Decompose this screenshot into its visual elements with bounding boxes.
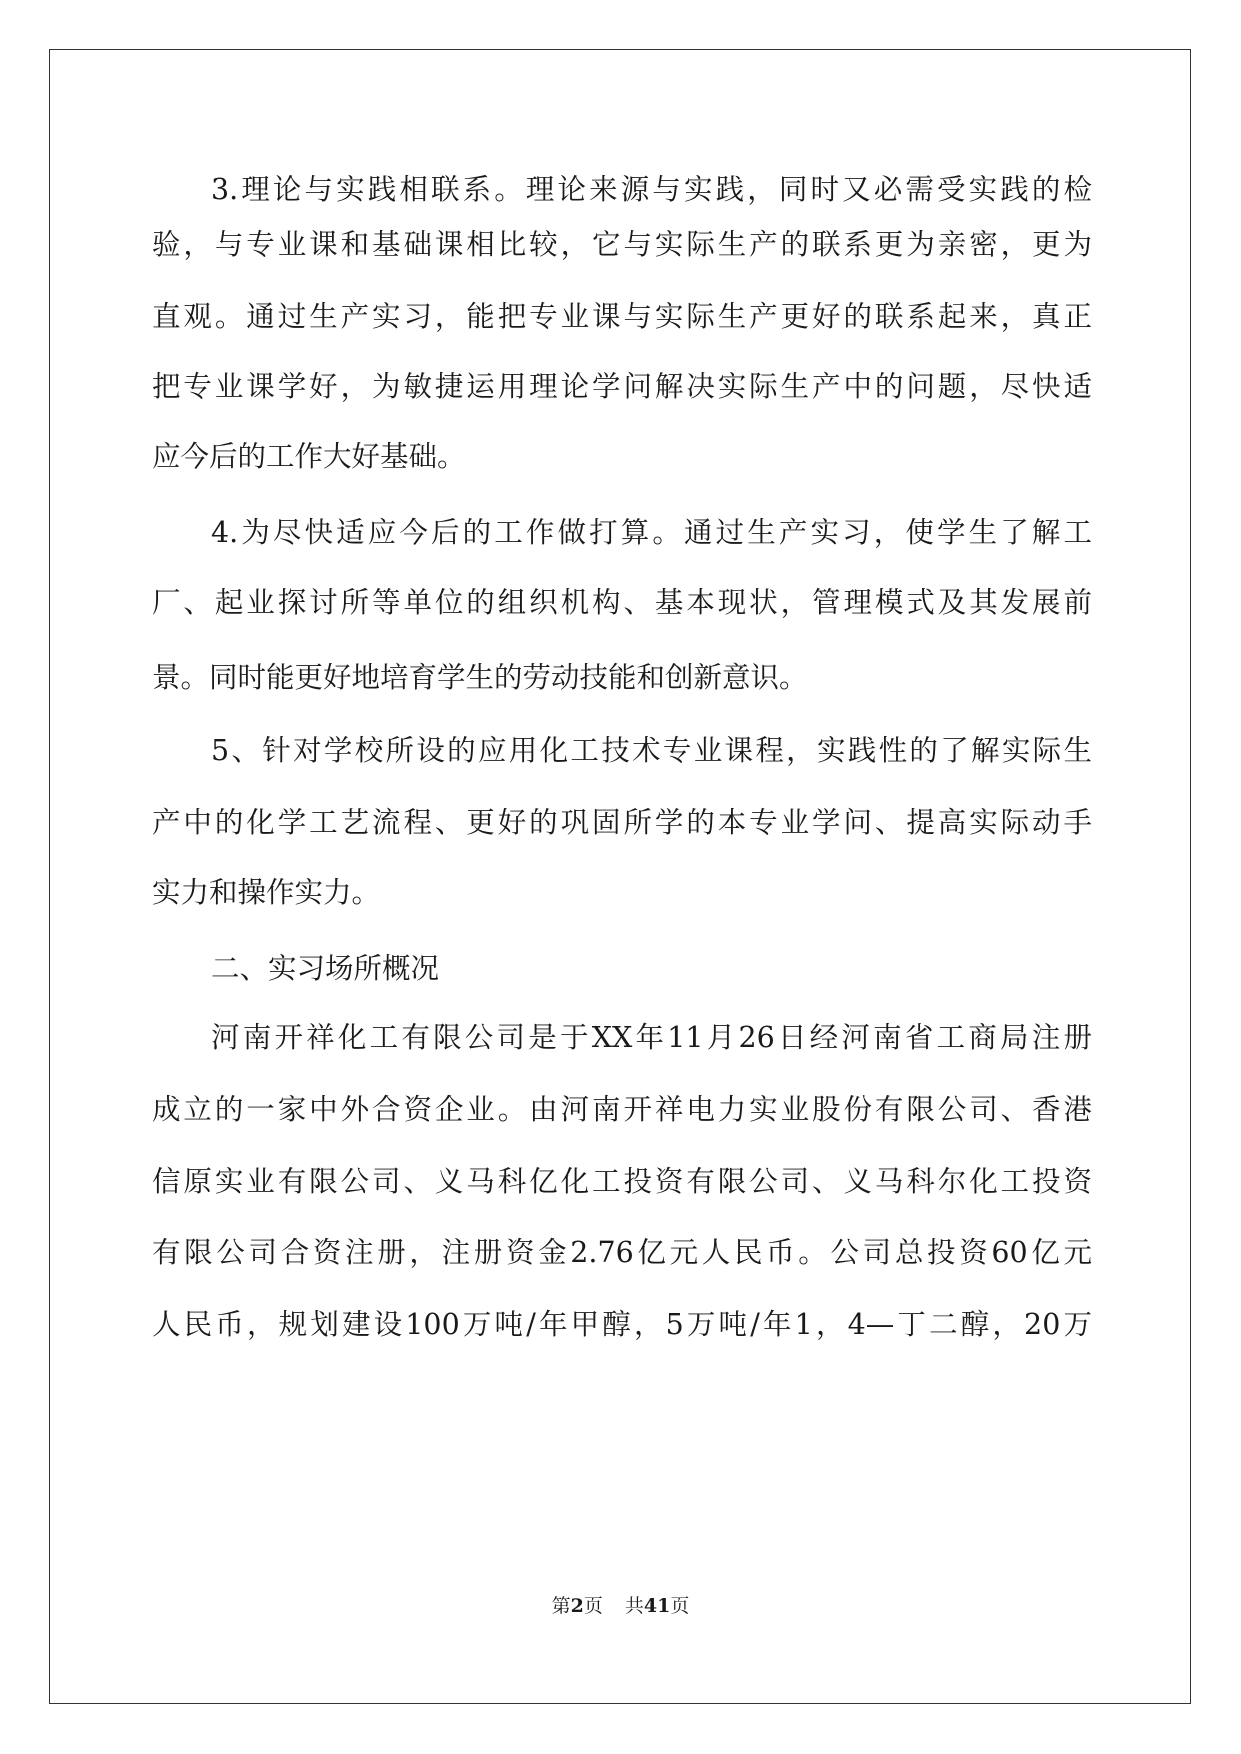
body-line: 5、针对学校所设的应用化工技术专业课程，实践性的了解实际生 xyxy=(211,734,1092,767)
body-line: 人民币，规划建设100万吨/年甲醇，5万吨/年1，4—丁二醇，20万 xyxy=(152,1308,1092,1341)
body-line: 把专业课学好，为敏捷运用理论学问解决实际生产中的问题，尽快适 xyxy=(152,370,1092,403)
page-label-suffix: 页 xyxy=(583,1595,603,1617)
section-heading: 二、实习场所概况 xyxy=(211,952,440,985)
body-line: 成立的一家中外合资企业。由河南开祥电力实业股份有限公司、香港 xyxy=(152,1093,1092,1126)
current-page-number: 2 xyxy=(570,1595,584,1617)
total-label-prefix: 共 xyxy=(624,1595,644,1617)
total-page-count: 41 xyxy=(643,1595,671,1617)
body-line: 产中的化学工艺流程、更好的巩固所学的本专业学问、提高实际动手 xyxy=(152,806,1092,839)
body-line: 实力和操作实力。 xyxy=(152,876,381,909)
body-line: 厂、起业探讨所等单位的组织机构、基本现状，管理模式及其发展前 xyxy=(152,586,1092,619)
page-label-prefix: 第 xyxy=(551,1595,571,1617)
body-line: 河南开祥化工有限公司是于XX年11月26日经河南省工商局注册 xyxy=(211,1021,1092,1054)
body-line: 3.理论与实践相联系。理论来源与实践，同时又必需受实践的检 xyxy=(211,173,1092,206)
body-line: 有限公司合资注册，注册资金2.76亿元人民币。公司总投资60亿元 xyxy=(152,1236,1092,1269)
body-line: 验，与专业课和基础课相比较，它与实际生产的联系更为亲密，更为 xyxy=(152,228,1092,261)
body-line: 应今后的工作大好基础。 xyxy=(152,440,466,473)
total-label-suffix: 页 xyxy=(670,1595,690,1617)
body-line: 直观。通过生产实习，能把专业课与实际生产更好的联系起来，真正 xyxy=(152,300,1092,333)
page-footer xyxy=(0,1592,1241,1620)
body-line: 景。同时能更好地培育学生的劳动技能和创新意识。 xyxy=(152,661,808,694)
body-line: 信原实业有限公司、义马科亿化工投资有限公司、义马科尔化工投资 xyxy=(152,1165,1092,1198)
body-line: 4.为尽快适应今后的工作做打算。通过生产实习，使学生了解工 xyxy=(211,516,1092,549)
